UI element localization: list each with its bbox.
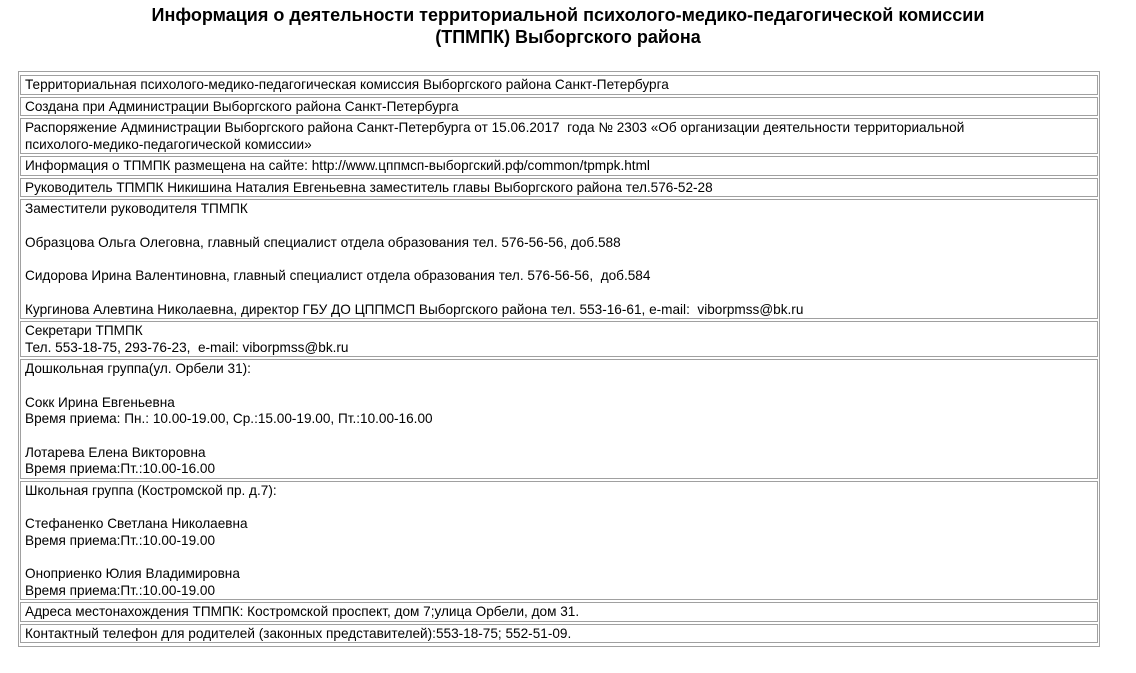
preschool-hours-1: Время приема: Пн.: 10.00-19.00, Ср.:15.00-19.00, Пт.:10.00-16.00	[25, 411, 433, 426]
page-title	[0, 4, 1136, 48]
preschool-hours-2: Время приема:Пт.:10.00-16.00	[25, 461, 216, 476]
secretaries-contacts: Тел. 553-18-75, 293-76-23, e-mail: viborpmss@bk.ru	[25, 339, 349, 355]
school-hours-1: Время приема:Пт.:10.00-19.00	[25, 532, 216, 548]
info-table	[18, 71, 1100, 647]
head-info: Руководитель ТПМПК Никишина Наталия Евгеньевна заместитель главы Выборгского района тел.576-52-28	[25, 179, 713, 195]
table-row	[20, 602, 1098, 622]
deputy-1: Образцова Ольга Олеговна, главный специалист отдела образования тел. 576-56-56, доб.588	[25, 234, 621, 250]
table-row	[20, 97, 1098, 117]
established-text: Создана при Администрации Выборгского района Санкт-Петербурга	[25, 98, 459, 114]
table-row	[20, 199, 1098, 319]
table-row	[20, 118, 1098, 154]
deputy-3: Кургинова Алевтина Николаевна, директор ГБУ ДО ЦППМСП Выборгского района тел. 553-16-61, e-mail: viborpmss@bk.ru	[25, 301, 804, 317]
deputy-2: Сидорова Ирина Валентиновна, главный специалист отдела образования тел. 576-56-56, доб.584	[25, 268, 651, 283]
title-line-2: (ТПМПК) Выборгского района	[435, 27, 701, 47]
table-row	[20, 75, 1098, 95]
table-row	[20, 156, 1098, 176]
decree-line-1: Распоряжение Администрации Выборгского района Санкт-Петербурга от 15.06.2017 года № 2303 «Об организации деятельности территориальной	[25, 120, 965, 135]
preschool-member-2: Лотарева Елена Викторовна	[25, 444, 206, 460]
school-member-2: Оноприенко Юлия Владимировна	[25, 566, 240, 581]
parents-phone: Контактный телефон для родителей (законных представителей):553-18-75; 552-51-09.	[25, 625, 572, 641]
table-row	[20, 178, 1098, 198]
website-info: Информация о ТПМПК размещена на сайте: http://www.цппмсп-выборгский.рф/common/tpmpk.html	[25, 158, 650, 173]
table-row	[20, 359, 1098, 479]
preschool-heading: Дошкольная группа(ул. Орбели 31):	[25, 361, 251, 376]
deputies-heading: Заместители руководителя ТПМПК	[25, 201, 248, 216]
table-row	[20, 321, 1098, 357]
addresses: Адреса местонахождения ТПМПК: Костромской проспект, дом 7;улица Орбели, дом 31.	[25, 604, 580, 619]
school-member-1: Стефаненко Светлана Николаевна	[25, 516, 248, 531]
decree-line-2: психолого-медико-педагогической комиссии»	[25, 136, 312, 152]
table-row	[20, 624, 1098, 644]
title-line-1: Информация о деятельности территориальной психолого-медико-педагогической комиссии	[151, 5, 985, 25]
secretaries-heading: Секретари ТПМПК	[25, 323, 143, 338]
table-row	[20, 481, 1098, 601]
commission-name: Территориальная психолого-медико-педагогическая комиссия Выборгского района Санкт-Петербурга	[25, 77, 669, 92]
preschool-member-1: Сокк Ирина Евгеньевна	[25, 394, 175, 410]
school-hours-2: Время приема:Пт.:10.00-19.00	[25, 582, 216, 598]
school-heading: Школьная группа (Костромской пр. д.7):	[25, 482, 277, 498]
